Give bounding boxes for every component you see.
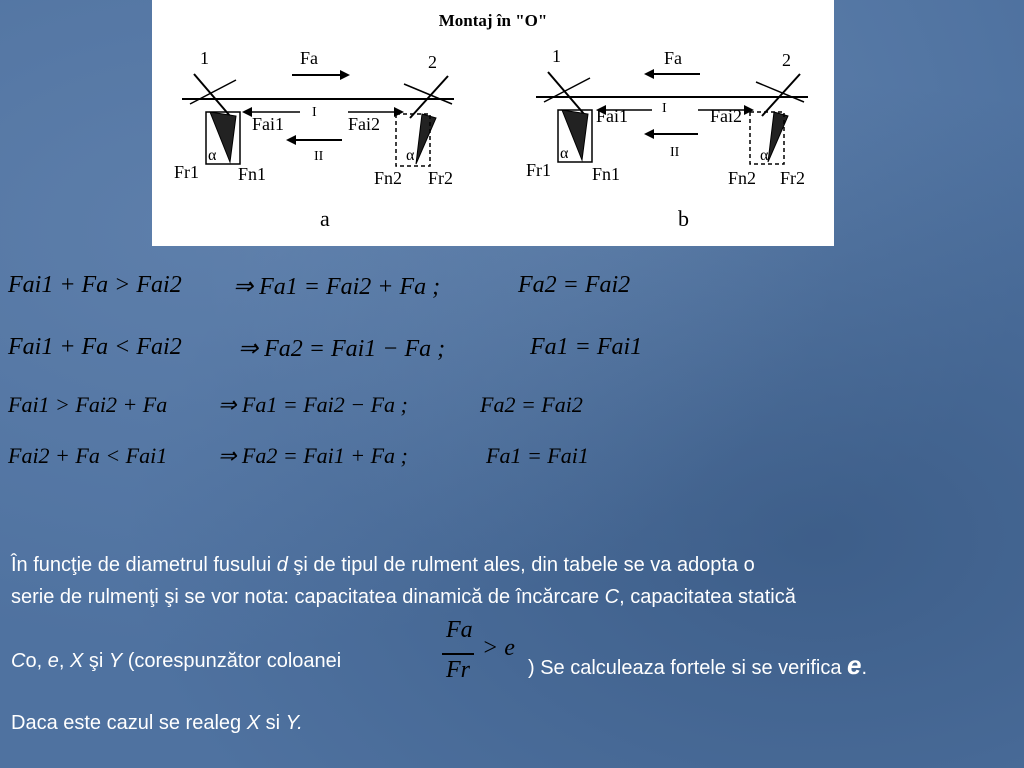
bearing-diagram bbox=[152, 0, 834, 246]
fai1-label-b: Fai1 bbox=[596, 106, 629, 126]
equation-row-4 bbox=[8, 443, 589, 469]
text-segment: ) Se calculeaza fortele si se verifica bbox=[528, 657, 848, 679]
alpha-2: α bbox=[406, 147, 415, 164]
dir-1-b: I bbox=[662, 101, 667, 116]
figure-title: Montaj în "O" bbox=[438, 11, 548, 30]
paragraph-line-4 bbox=[11, 712, 303, 735]
bearing-1-label-b: 1 bbox=[552, 46, 561, 66]
text-segment: serie de rulmenţi şi se vor nota: capacitatea dinamică de încărcare bbox=[11, 586, 605, 608]
eq1-result2: Fa2 = Fai2 bbox=[518, 272, 631, 298]
fraction-numerator: Fa bbox=[446, 617, 473, 643]
var-x: X bbox=[246, 712, 261, 734]
var-e-bold: e bbox=[847, 650, 862, 680]
fr1-label-b: Fr1 bbox=[526, 160, 552, 180]
eq2-result2: Fa1 = Fai1 bbox=[530, 334, 643, 360]
fraction-fa-fr bbox=[442, 617, 520, 691]
bearing-2-label-b: 2 bbox=[782, 50, 791, 70]
fn2-label-b: Fn2 bbox=[728, 168, 757, 188]
diagram-a bbox=[174, 48, 454, 231]
text-segment: şi de tipul de rulment ales, din tabele se va adopta o bbox=[287, 554, 755, 576]
text-segment: , bbox=[58, 650, 70, 672]
eq4-result1: ⇒ Fa2 = Fai1 + Fa ; bbox=[218, 443, 408, 468]
var-c0: C bbox=[11, 650, 26, 672]
paragraph-line-1 bbox=[11, 554, 755, 577]
eq4-result2: Fa1 = Fai1 bbox=[486, 443, 589, 468]
var-x: X bbox=[69, 650, 84, 672]
fa-label: Fa bbox=[300, 48, 318, 68]
bearing-1-label: 1 bbox=[200, 48, 209, 68]
equation-row-3 bbox=[8, 392, 583, 418]
text-segment: si bbox=[260, 712, 286, 734]
fa-label-b: Fa bbox=[664, 48, 682, 68]
fai2-label: Fai2 bbox=[348, 114, 381, 134]
alpha-1: α bbox=[208, 147, 217, 164]
equation-row-2 bbox=[8, 334, 643, 362]
text-segment: (corespunzător coloanei bbox=[122, 650, 342, 672]
fraction-bar bbox=[442, 653, 474, 655]
fraction-rhs: > e bbox=[482, 635, 515, 661]
caption-a: a bbox=[320, 206, 330, 231]
dir-1: I bbox=[312, 105, 317, 120]
paragraph-line-3 bbox=[11, 650, 341, 673]
fn2-label: Fn2 bbox=[374, 168, 403, 188]
text-segment: , capacitatea statică bbox=[619, 586, 796, 608]
diagram-b bbox=[526, 46, 808, 231]
fraction-denominator: Fr bbox=[446, 657, 470, 683]
eq3-result1: ⇒ Fa1 = Fai2 − Fa ; bbox=[218, 392, 408, 417]
alpha-2-b: α bbox=[760, 147, 769, 164]
fai1-label: Fai1 bbox=[252, 114, 285, 134]
var-e: e bbox=[47, 650, 59, 672]
eq3-result2: Fa2 = Fai2 bbox=[480, 392, 583, 417]
fr2-label: Fr2 bbox=[428, 168, 454, 188]
fr1-label: Fr1 bbox=[174, 162, 200, 182]
eq2-condition: Fai1 + Fa < Fai2 bbox=[8, 334, 182, 360]
eq2-result1: ⇒ Fa2 = Fai1 − Fa ; bbox=[238, 336, 446, 362]
var-d: d bbox=[276, 554, 288, 576]
equation-row-1 bbox=[8, 272, 631, 300]
eq3-condition: Fai1 > Fai2 + Fa bbox=[8, 392, 168, 417]
eq4-condition: Fai2 + Fa < Fai1 bbox=[8, 443, 168, 468]
paragraph-line-2 bbox=[11, 586, 796, 609]
text-segment: Daca este cazul se realeg bbox=[11, 712, 247, 734]
dir-2: II bbox=[314, 149, 324, 164]
caption-b: b bbox=[678, 206, 689, 231]
text-segment: şi bbox=[83, 650, 109, 672]
fr2-label-b: Fr2 bbox=[780, 168, 806, 188]
text-segment: . bbox=[861, 657, 868, 679]
eq1-condition: Fai1 + Fa > Fai2 bbox=[8, 272, 182, 298]
fai2-label-b: Fai2 bbox=[710, 106, 743, 126]
fn1-label-b: Fn1 bbox=[592, 164, 621, 184]
fn1-label: Fn1 bbox=[238, 164, 267, 184]
var-y: Y bbox=[108, 650, 123, 672]
dir-2-b: II bbox=[670, 145, 680, 160]
paragraph-line-3-end bbox=[528, 650, 867, 681]
var-y: Y. bbox=[285, 712, 303, 734]
text-segment: În funcţie de diametrul fusului bbox=[11, 554, 277, 576]
var-c: C bbox=[604, 586, 620, 608]
text-segment: o, bbox=[25, 650, 48, 672]
bearing-2-label: 2 bbox=[428, 52, 437, 72]
eq1-result1: ⇒ Fa1 = Fai2 + Fa ; bbox=[233, 274, 441, 300]
alpha-1-b: α bbox=[560, 145, 569, 162]
